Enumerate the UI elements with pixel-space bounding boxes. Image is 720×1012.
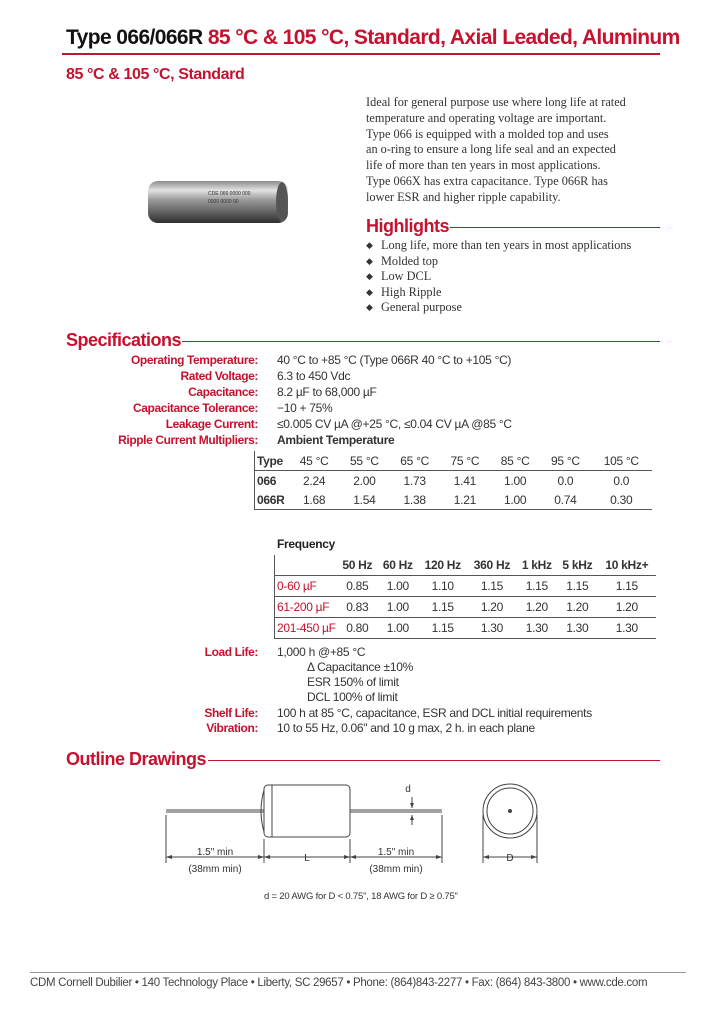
table-cell: 1.15	[566, 579, 589, 593]
highlights-list	[366, 238, 631, 316]
table-cell: 1.54	[353, 492, 376, 507]
table-header-cell: 45 °C	[299, 453, 329, 468]
intro-line: Ideal for general purpose use where long life at rated	[366, 95, 626, 109]
table-cell: 1.38	[403, 492, 426, 507]
table-cell: 1.73	[403, 473, 426, 488]
table-header-cell: 65 °C	[400, 453, 429, 468]
intro-paragraph	[366, 95, 666, 206]
table-cell: 0-60 µF	[277, 579, 317, 593]
table-cell: 1.41	[453, 473, 476, 488]
table-cell: 1.00	[504, 492, 527, 507]
page-subtitle: 85 °C & 105 °C, Standard	[66, 66, 245, 83]
highlights-heading: Highlights	[366, 216, 449, 236]
vibration-value: 10 to 55 Hz, 0.06" and 10 g max, 2 h. in each plane	[277, 721, 535, 735]
bullet-icon: ◆	[366, 240, 373, 250]
bullet-icon: ◆	[366, 286, 373, 297]
table-cell: 1.10	[431, 579, 454, 593]
table-cell: 0.74	[554, 492, 577, 507]
intro-line: Type 066X has extra capacitance. Type 066R has	[366, 173, 608, 188]
specifications-rule	[182, 341, 660, 342]
table-cell: 1.21	[453, 492, 476, 507]
spec-value: 6.3 to 450 Vdc	[277, 369, 351, 383]
table-row	[255, 471, 653, 491]
spec-value: 8.2 µF to 68,000 µF	[277, 385, 377, 399]
table-cell: 0.0	[613, 473, 630, 488]
page-title	[66, 26, 680, 50]
spec-label: Capacitance:	[188, 385, 258, 399]
spec-value: −10 + 75%	[277, 401, 333, 415]
table-cell: 0.30	[610, 492, 633, 507]
table-cell: 61-200 µF	[277, 600, 330, 614]
table-cell: 1.00	[386, 621, 409, 635]
load-life-line: DCL 100% of limit	[307, 690, 398, 704]
table-cell: 0.83	[346, 600, 369, 614]
title-rule	[62, 53, 660, 55]
load-life-line: 1,000 h @+85 °C	[277, 645, 366, 659]
bullet-icon: ◆	[366, 271, 373, 282]
specifications-heading: Specifications	[66, 330, 182, 350]
shelf-life-label: Shelf Life:	[204, 706, 258, 720]
bullet-icon: ◆	[366, 302, 373, 313]
vibration-label: Vibration:	[206, 721, 258, 735]
table-row	[275, 576, 657, 597]
table-header-cell: 50 Hz	[342, 558, 373, 572]
table-row	[275, 618, 657, 639]
table-header-cell: 360 Hz	[473, 558, 511, 572]
table-cell: 1.15	[431, 621, 454, 635]
outline-rule	[208, 760, 660, 761]
highlights-rule	[450, 227, 660, 228]
table-cell: 1.30	[525, 621, 548, 635]
table-header-cell	[275, 555, 338, 576]
ripple-temperature-table	[254, 451, 652, 510]
list-item: ◆ High Ripple	[366, 284, 442, 299]
table-cell: 1.68	[303, 492, 326, 507]
outline-heading: Outline Drawings	[66, 749, 207, 769]
table-cell: 1.30	[566, 621, 589, 635]
table-cell: 1.20	[525, 600, 548, 614]
table-cell: 2.24	[303, 473, 326, 488]
table-cell: 201-450 µF	[277, 621, 336, 635]
table-header-cell: 5 kHz	[562, 558, 593, 572]
table-header-cell: 105 °C	[603, 453, 639, 468]
table-cell: 1.15	[480, 579, 503, 593]
intro-line: temperature and operating voltage are important.	[366, 110, 607, 125]
load-life-label: Load Life:	[204, 645, 258, 659]
table-cell: 066	[257, 473, 277, 488]
table-header-cell: 60 Hz	[382, 558, 413, 572]
table-cell: 1.15	[525, 579, 548, 593]
table-header-row	[255, 451, 653, 471]
body-diameter-label: D	[506, 853, 514, 864]
lead-right-label: 1.5" min	[377, 847, 415, 858]
intro-line: life of more than ten years in most applications.	[366, 158, 601, 173]
spec-value: 40 °C to +85 °C (Type 066R 40 °C to +105 °C)	[277, 353, 512, 367]
spec-value: ≤0.005 CV µA @+25 °C, ≤0.04 CV µA @85 °C	[277, 417, 512, 431]
table-cell: 066R	[257, 492, 285, 507]
photo-marking-1: CDE 066 0000 000	[208, 191, 251, 197]
table-header-cell: 120 Hz	[424, 558, 461, 572]
lead-right-mm-label: (38mm min)	[369, 864, 423, 875]
list-item: ◆ Long life, more than ten years in most applications	[366, 238, 632, 252]
outline-note: d = 20 AWG for D < 0.75", 18 AWG for D ≥ 0.75"	[264, 891, 458, 902]
frequency-heading: Frequency	[277, 537, 335, 551]
table-cell: 0.0	[557, 473, 574, 488]
table-header-cell: 10 kHz+	[605, 558, 649, 572]
table-header-cell: 55 °C	[350, 453, 379, 468]
table-cell: 1.20	[480, 600, 503, 614]
table-cell: 1.15	[615, 579, 638, 593]
table-cell: 1.00	[386, 600, 409, 614]
capacitor-photo	[146, 175, 292, 229]
table-header-cell: 95 °C	[551, 453, 580, 468]
spec-label: Operating Temperature:	[130, 353, 258, 367]
title-part-number: Type 066/066R	[66, 26, 203, 49]
outline-drawing	[160, 775, 560, 905]
table-header-cell: 85 °C	[500, 453, 530, 468]
footer-rule	[30, 972, 686, 973]
lead-diameter-label: d	[405, 784, 411, 795]
table-cell: 0.80	[346, 621, 369, 635]
bullet-icon: ◆	[366, 255, 373, 266]
table-cell: 1.00	[386, 579, 409, 593]
list-item: ◆ General purpose	[366, 300, 462, 315]
footer-contact: CDM Cornell Dubilier • 140 Technology Place • Liberty, SC 29657 • Phone: (864)843-2277 • Fax: (864) 843-3800 • www.cde.com	[30, 977, 648, 989]
table-header-cell: Type	[257, 453, 283, 468]
spec-label: Capacitance Tolerance:	[132, 401, 258, 415]
table-cell: 1.15	[431, 600, 454, 614]
table-cell: 1.20	[615, 600, 638, 614]
table-header-cell: 75 °C	[450, 453, 480, 468]
intro-line: an o-ring to ensure a long life seal and an expected	[366, 142, 616, 157]
table-header-row	[275, 555, 657, 576]
table-header-cell: 1 kHz	[521, 558, 552, 572]
title-description: 85 °C & 105 °C, Standard, Axial Leaded, Aluminum	[207, 26, 680, 49]
photo-marking-2: 0000 0000 00	[208, 199, 239, 205]
list-item: ◆ Molded top	[366, 253, 439, 268]
spec-label: Leakage Current:	[165, 417, 258, 431]
table-cell: 1.30	[480, 621, 503, 635]
lead-left-label: 1.5" min	[196, 847, 234, 858]
table-row	[255, 490, 653, 510]
table-row	[275, 597, 657, 618]
table-cell: 1.00	[504, 473, 527, 488]
shelf-life-value: 100 h at 85 °C, capacitance, ESR and DCL initial requirements	[277, 706, 592, 720]
load-life-line: Δ Capacitance ±10%	[307, 660, 413, 674]
frequency-table	[274, 555, 656, 639]
ambient-temperature-heading: Ambient Temperature	[277, 433, 395, 447]
spec-label: Ripple Current Multipliers:	[118, 433, 258, 447]
intro-line: lower ESR and higher ripple capability.	[366, 189, 561, 204]
table-cell: 2.00	[353, 473, 376, 488]
table-cell: 1.30	[615, 621, 638, 635]
load-life-line: ESR 150% of limit	[307, 675, 399, 689]
body-length-label: L	[304, 853, 310, 864]
list-item: ◆ Low DCL	[366, 269, 432, 284]
spec-label: Rated Voltage:	[180, 369, 258, 383]
intro-line: Type 066 is equipped with a molded top and uses	[366, 126, 609, 141]
table-cell: 1.20	[566, 600, 589, 614]
table-cell: 0.85	[346, 579, 369, 593]
lead-left-mm-label: (38mm min)	[188, 864, 242, 875]
